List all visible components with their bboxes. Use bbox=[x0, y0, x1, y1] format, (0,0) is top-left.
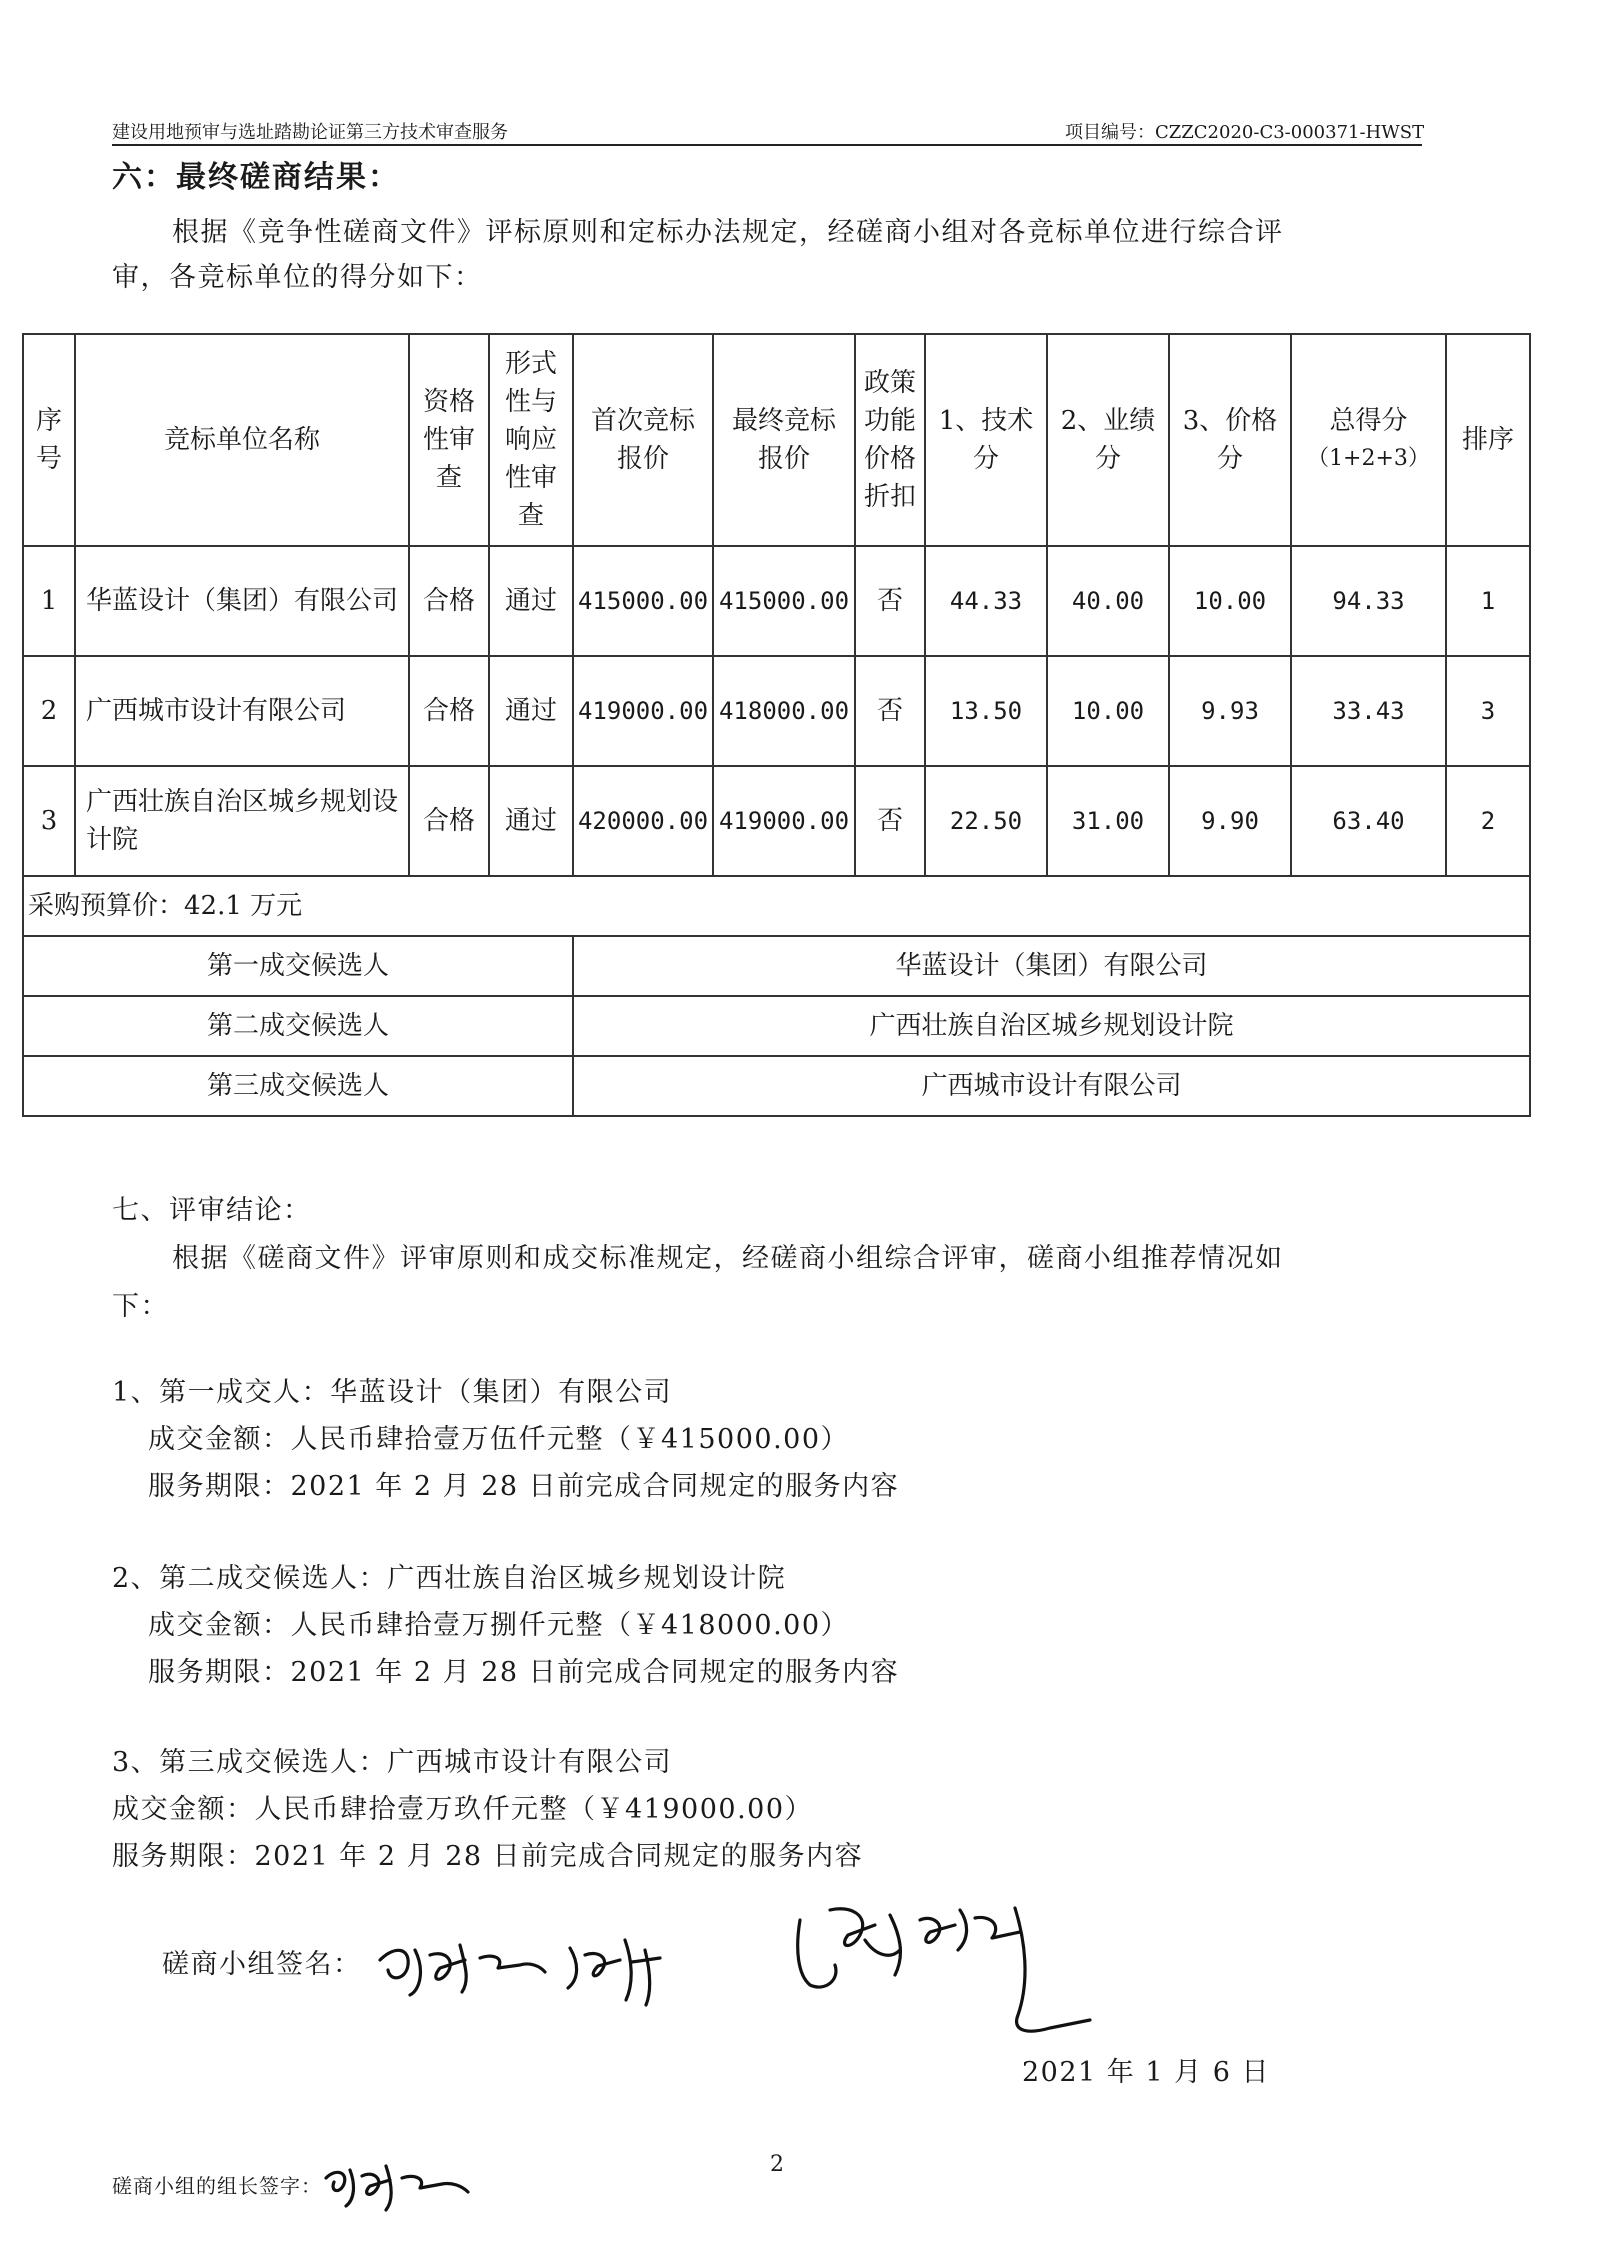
col-header-tech-score: 1、技术分 bbox=[925, 334, 1047, 546]
cell-qualification: 合格 bbox=[409, 546, 489, 656]
col-header-final-bid: 最终竞标报价 bbox=[713, 334, 855, 546]
result-2-amount: 成交金额：人民币肆拾壹万捌仟元整（￥418000.00） bbox=[148, 1610, 850, 1641]
cell-first-bid: 420000.00 bbox=[573, 766, 713, 876]
page-number: 2 bbox=[770, 2152, 784, 2177]
header-divider bbox=[112, 144, 1422, 146]
score-table bbox=[22, 333, 1531, 1117]
col-header-name: 竞标单位名称 bbox=[75, 334, 409, 546]
result-1-heading: 1、第一成交人：华蓝设计（集团）有限公司 bbox=[112, 1377, 673, 1408]
cell-policy-discount: 否 bbox=[855, 656, 925, 766]
cell-price-score: 10.00 bbox=[1169, 546, 1291, 656]
section6-paragraph-line2: 审，各竞标单位的得分如下： bbox=[112, 262, 483, 293]
cell-first-bid: 419000.00 bbox=[573, 656, 713, 766]
cell-rank: 3 bbox=[1446, 656, 1530, 766]
result-3-amount: 成交金额：人民币肆拾壹万玖仟元整（￥419000.00） bbox=[112, 1794, 814, 1825]
cell-price-score: 9.93 bbox=[1169, 656, 1291, 766]
cell-performance-score: 40.00 bbox=[1047, 546, 1169, 656]
cell-tech-score: 44.33 bbox=[925, 546, 1047, 656]
candidate-row bbox=[23, 936, 1530, 996]
result-1-period: 服务期限：2021 年 2 月 28 日前完成合同规定的服务内容 bbox=[148, 1471, 900, 1502]
cell-company-name: 广西城市设计有限公司 bbox=[75, 656, 409, 766]
candidate-value: 华蓝设计（集团）有限公司 bbox=[573, 936, 1530, 996]
cell-company-name: 华蓝设计（集团）有限公司 bbox=[75, 546, 409, 656]
col-header-qualification: 资格性审查 bbox=[409, 334, 489, 546]
cell-form-review: 通过 bbox=[489, 766, 573, 876]
table-row bbox=[23, 656, 1530, 766]
col-header-first-bid: 首次竞标报价 bbox=[573, 334, 713, 546]
cell-final-bid: 415000.00 bbox=[713, 546, 855, 656]
candidate-label: 第三成交候选人 bbox=[23, 1056, 573, 1116]
cell-form-review: 通过 bbox=[489, 656, 573, 766]
handwritten-signature-1 bbox=[370, 1910, 700, 2020]
col-header-performance-score: 2、业绩分 bbox=[1047, 334, 1169, 546]
cell-qualification: 合格 bbox=[409, 656, 489, 766]
signature-date: 2021 年 1 月 6 日 bbox=[1022, 2057, 1270, 2088]
section7-paragraph-line1: 根据《磋商文件》评审原则和成交标准规定，经磋商小组综合评审，磋商小组推荐情况如 bbox=[172, 1243, 1284, 1274]
cell-rank: 1 bbox=[1446, 546, 1530, 656]
col-header-seq: 序号 bbox=[23, 334, 75, 546]
cell-company-name: 广西壮族自治区城乡规划设计院 bbox=[75, 766, 409, 876]
cell-qualification: 合格 bbox=[409, 766, 489, 876]
candidate-value: 广西城市设计有限公司 bbox=[573, 1056, 1530, 1116]
section6-paragraph-line1: 根据《竞争性磋商文件》评标原则和定标办法规定，经磋商小组对各竞标单位进行综合评 bbox=[172, 217, 1284, 248]
header-left: 建设用地预审与选址踏勘论证第三方技术审查服务 bbox=[112, 122, 508, 143]
candidate-row bbox=[23, 996, 1530, 1056]
col-header-rank: 排序 bbox=[1446, 334, 1530, 546]
candidate-label: 第一成交候选人 bbox=[23, 936, 573, 996]
col-header-policy-discount: 政策功能价格折扣 bbox=[855, 334, 925, 546]
total-header-line2: （1+2+3） bbox=[1307, 446, 1430, 471]
result-3-heading: 3、第三成交候选人：广西城市设计有限公司 bbox=[112, 1747, 673, 1778]
cell-policy-discount: 否 bbox=[855, 766, 925, 876]
cell-seq: 2 bbox=[23, 656, 75, 766]
cell-total-score: 63.40 bbox=[1291, 766, 1446, 876]
cell-total-score: 33.43 bbox=[1291, 656, 1446, 766]
cell-performance-score: 10.00 bbox=[1047, 656, 1169, 766]
result-2-heading: 2、第二成交候选人：广西壮族自治区城乡规划设计院 bbox=[112, 1563, 787, 1594]
handwritten-signature-2 bbox=[780, 1880, 1120, 2050]
cell-final-bid: 419000.00 bbox=[713, 766, 855, 876]
col-header-total-score bbox=[1291, 334, 1446, 546]
cell-policy-discount: 否 bbox=[855, 546, 925, 656]
cell-first-bid: 415000.00 bbox=[573, 546, 713, 656]
result-1-amount: 成交金额：人民币肆拾壹万伍仟元整（￥415000.00） bbox=[148, 1424, 850, 1455]
section7-paragraph-line2: 下： bbox=[112, 1291, 169, 1322]
cell-total-score: 94.33 bbox=[1291, 546, 1446, 656]
budget-row bbox=[23, 876, 1530, 936]
leader-handwritten-signature bbox=[318, 2148, 478, 2218]
table-header-row bbox=[23, 334, 1530, 546]
cell-seq: 3 bbox=[23, 766, 75, 876]
candidate-label: 第二成交候选人 bbox=[23, 996, 573, 1056]
section7-title: 七、评审结论： bbox=[112, 1195, 312, 1226]
table-row bbox=[23, 546, 1530, 656]
procurement-budget: 采购预算价：42.1 万元 bbox=[23, 876, 1530, 936]
cell-form-review: 通过 bbox=[489, 546, 573, 656]
cell-tech-score: 13.50 bbox=[925, 656, 1047, 766]
col-header-price-score: 3、价格分 bbox=[1169, 334, 1291, 546]
signature-label: 磋商小组签名： bbox=[162, 1949, 362, 1980]
candidate-value: 广西壮族自治区城乡规划设计院 bbox=[573, 996, 1530, 1056]
cell-price-score: 9.90 bbox=[1169, 766, 1291, 876]
cell-seq: 1 bbox=[23, 546, 75, 656]
cell-rank: 2 bbox=[1446, 766, 1530, 876]
cell-performance-score: 31.00 bbox=[1047, 766, 1169, 876]
result-2-period: 服务期限：2021 年 2 月 28 日前完成合同规定的服务内容 bbox=[148, 1657, 900, 1688]
cell-final-bid: 418000.00 bbox=[713, 656, 855, 766]
header-project-number: 项目编号：CZZC2020-C3-000371-HWST bbox=[1065, 122, 1425, 143]
result-3-period: 服务期限：2021 年 2 月 28 日前完成合同规定的服务内容 bbox=[112, 1841, 864, 1872]
candidate-row bbox=[23, 1056, 1530, 1116]
col-header-form-review: 形式性与响应性审查 bbox=[489, 334, 573, 546]
leader-signature-label: 磋商小组的组长签字： bbox=[112, 2174, 322, 2198]
section6-title: 六：最终磋商结果： bbox=[112, 160, 400, 195]
total-header-line1: 总得分 bbox=[1329, 406, 1408, 436]
table-row bbox=[23, 766, 1530, 876]
cell-tech-score: 22.50 bbox=[925, 766, 1047, 876]
